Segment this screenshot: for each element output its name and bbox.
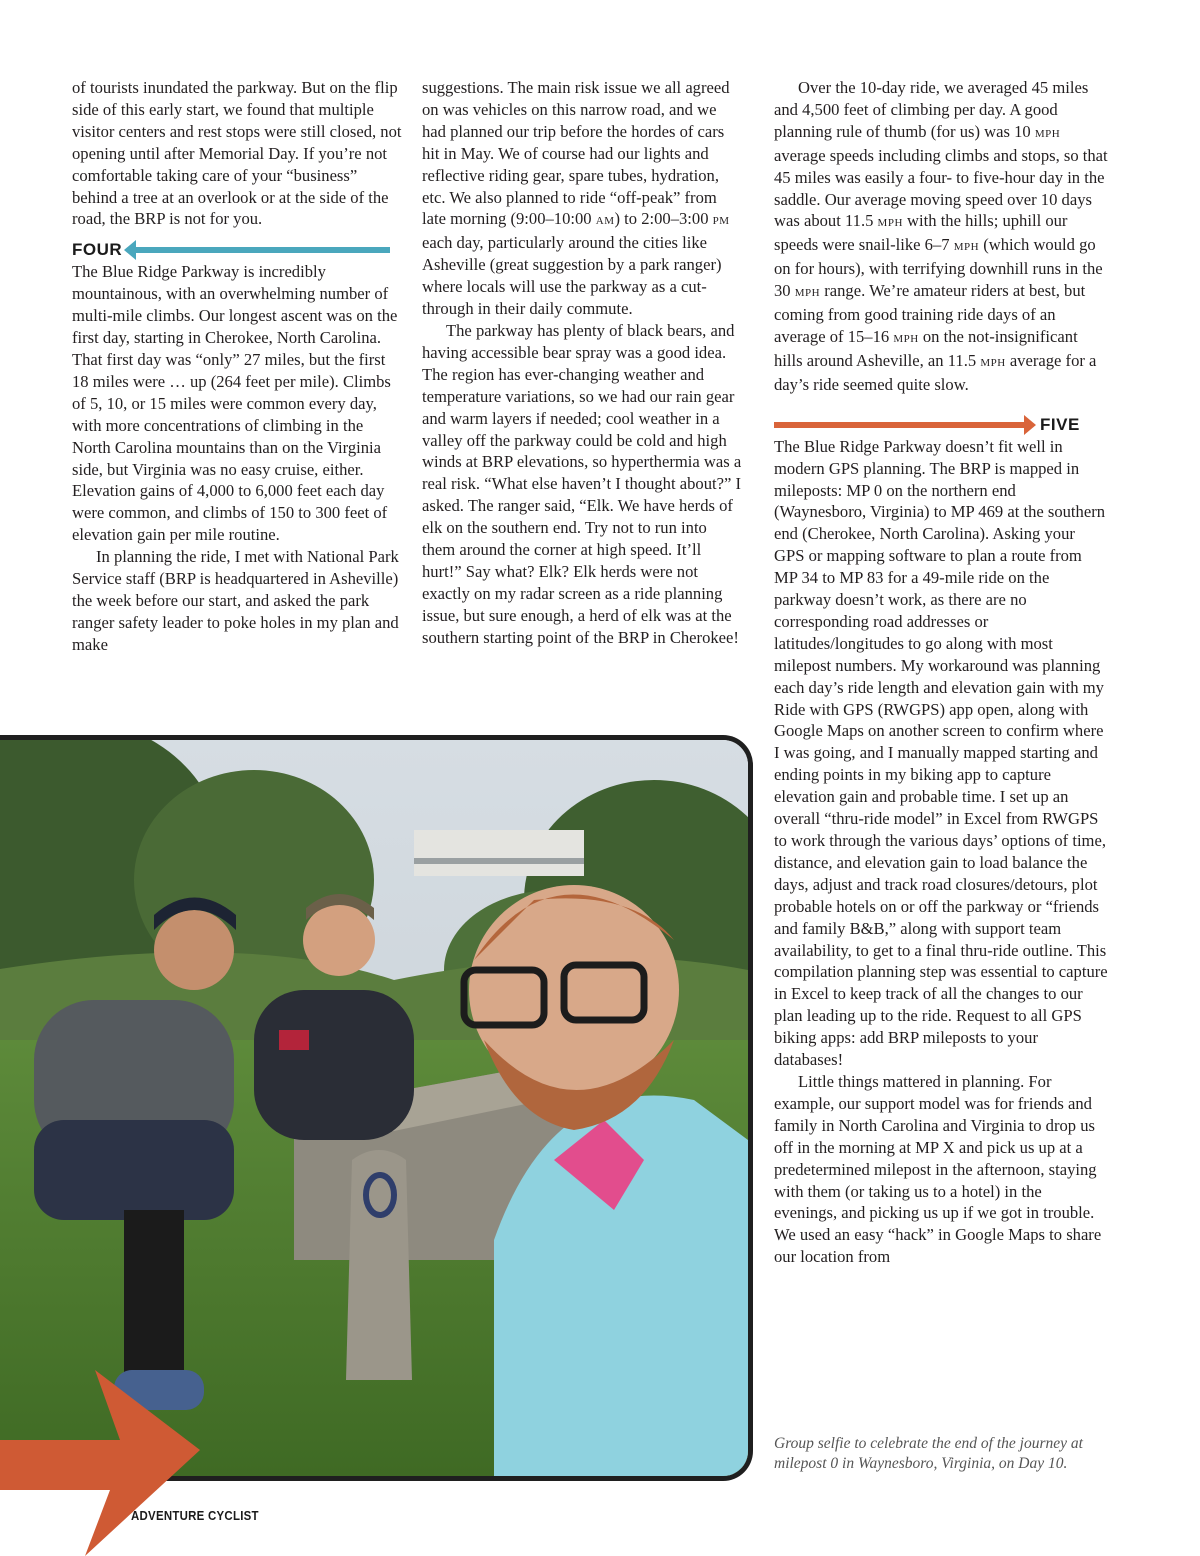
paragraph: The Blue Ridge Parkway doesn’t fit well in modern GPS planning. The BRP is mapped in mileposts: MP 0 on the northern end (Waynesboro, Virginia) to MP 469 at the southern end (Cherokee, North Carolina). Asking your GPS or mapping software to plan a route from MP 34 to MP 83 for a 49-mile ride on the parkway doesn’t work, as there are no corresponding road addresses or latitudes/longitudes to go along with most milepost numbers. My workaround was planning each day’s ride length and elevation gain with my Ride with GPS (RWGPS) app open, along with Google Maps on another screen to confirm where I was going, and I manually mapped starting and ending points in my biking app to capture elevation gain and probable time. I set up an overall “thru-ride model” in Excel from RWGPS to work through the various days’ options of time, distance, and elevation gain to load balance the days, adjust and track road closures/detours, plot probable hotels on or off the parkway or “friends and family B&B,” along with support team availability, to get to a final thru-ride outline. This compilation planning step was essential to capture in Excel to keep track of all the changes to our plan leading up to the ride. Request to all GPS biking apps: add BRP mileposts to your databases! <box>774 436 1108 1070</box>
paragraph: of tourists inundated the parkway. But on the flip side of this early start, we found that multiple visitor centers and rest stops were still closed, not opening until after Memorial Day. If you’re not comfortable taking care of your “business” behind a tree at an overlook or at the side of the road, the BRP is not for you. <box>72 78 402 229</box>
text-run: average speeds including climbs and stops, so that 45 miles was easily a four- to five-hour day in the saddle. Our average moving speed over 10 days was about 11.5 <box>774 145 1108 231</box>
right-arrow-icon <box>774 414 1036 436</box>
column-1 <box>72 77 402 656</box>
photo-caption: Group selfie to celebrate the end of the journey at milepost 0 in Waynesboro, Virginia, on Day 10. <box>774 1435 1083 1472</box>
paragraph: Little things mattered in planning. For example, our support model was for friends and family in North Carolina and Virginia to drop us off in the morning at MP X and pick us up at a predetermined milepost in the afternoon, staying with them (or taking us to a hotel) in the evenings, and picking us up if we got in trouble. We used an easy “hack” in Google Maps to share our location from <box>774 1071 1102 1267</box>
text-run: (which would go on for hours), with terrifying downhill runs in the 30 <box>774 235 1103 301</box>
text-run: with the hills; uphill our speeds were snail-like 6–7 <box>774 211 1068 255</box>
text-run: Over the 10-day ride, we averaged 45 miles and 4,500 feet of climbing per day. A good planning rule of thumb (for us) was 10 <box>774 78 1089 141</box>
paragraph: The parkway has plenty of black bears, and having accessible bear spray was a good idea. The region has ever-changing weather and temperature variations, so we had our rain gear and warm layers if needed; cool weather in a valley off the parkway could be cold and high winds at BRP elevations, so hyperthermia was a real risk. “What else haven’t I thought about?” I asked. The ranger said, “Elk. We have herds of elk on the southern end. Try not to run into them around the corner at high speed. It’ll hurt!” Say what? Elk? Elk herds were not exactly on my radar screen as a ride planning issue, but sure enough, a herd of elk was at the southern starting point of the BRP in Cherokee! <box>422 320 742 647</box>
heading-label: FIVE <box>1040 414 1080 434</box>
small-caps-pm: pm <box>712 212 730 229</box>
text-run: average for a day’s ride seemed quite slow. <box>774 350 1097 394</box>
small-caps-mph: mph <box>794 284 821 301</box>
left-arrow-icon <box>124 239 390 261</box>
text-run: range. We’re amateur riders at best, but coming from good training ride days of an average of 15–16 <box>774 281 1086 346</box>
column-3 <box>774 77 1108 1268</box>
photo-illustration <box>0 740 748 1476</box>
small-caps-mph: mph <box>877 214 903 231</box>
small-caps-mph: mph <box>893 329 919 346</box>
decorative-arrow-icon <box>0 1370 200 1556</box>
column-2 <box>422 77 744 649</box>
section-heading-four <box>72 239 402 261</box>
small-caps-mph: mph <box>980 353 1006 370</box>
text-run: on the not-insignificant hills around Asheville, an 11.5 <box>774 326 1078 370</box>
text-run: suggestions. The main risk issue we all agreed on was vehicles on this narrow road, and we had planned our trip before the hordes of cars hit in May. We of course had our lights and reflective riding gear, spare tubes, hydration, etc. We also planned to ride “off-peak” from late morning (9:00–10:00 <box>422 78 730 229</box>
paragraph <box>422 77 744 320</box>
paragraph <box>774 77 1108 396</box>
section-heading-five <box>774 414 1108 436</box>
text-run: ) to 2:00–3:00 <box>614 209 713 229</box>
paragraph: The Blue Ridge Parkway is incredibly mountainous, with an overwhelming number of multi-mile climbs. Our longest ascent was on the first day, starting in Cherokee, North Carolina. That first day was “only” 27 miles, but the first 18 miles were … up (264 feet per mile). Climbs of 5, 10, or 15 miles were common every day, with more concentrations of climbing in the North Carolina mountains than on the Virginia side, but Virginia was no easy cruise, either. Elevation gains of 4,000 to 6,000 feet each day were common, and climbs of 150 to 300 feet of elevation gain per mile routine. <box>72 262 398 545</box>
text-run: each day, particularly around the cities like Asheville (great suggestion by a park ranger) where locals will use the parkway as a cut-through in their daily commute. <box>422 233 722 319</box>
paragraph: In planning the ride, I met with National Park Service staff (BRP is headquartered in Asheville) the week before our start, and asked the park ranger safety leader to poke holes in my plan and make <box>72 547 399 654</box>
small-caps-am: am <box>595 212 615 229</box>
small-caps-mph: mph <box>1034 124 1061 141</box>
heading-label: FOUR <box>72 240 123 260</box>
magazine-footer: ADVENTURE CYCLIST <box>131 1508 259 1523</box>
small-caps-mph: mph <box>953 238 980 255</box>
